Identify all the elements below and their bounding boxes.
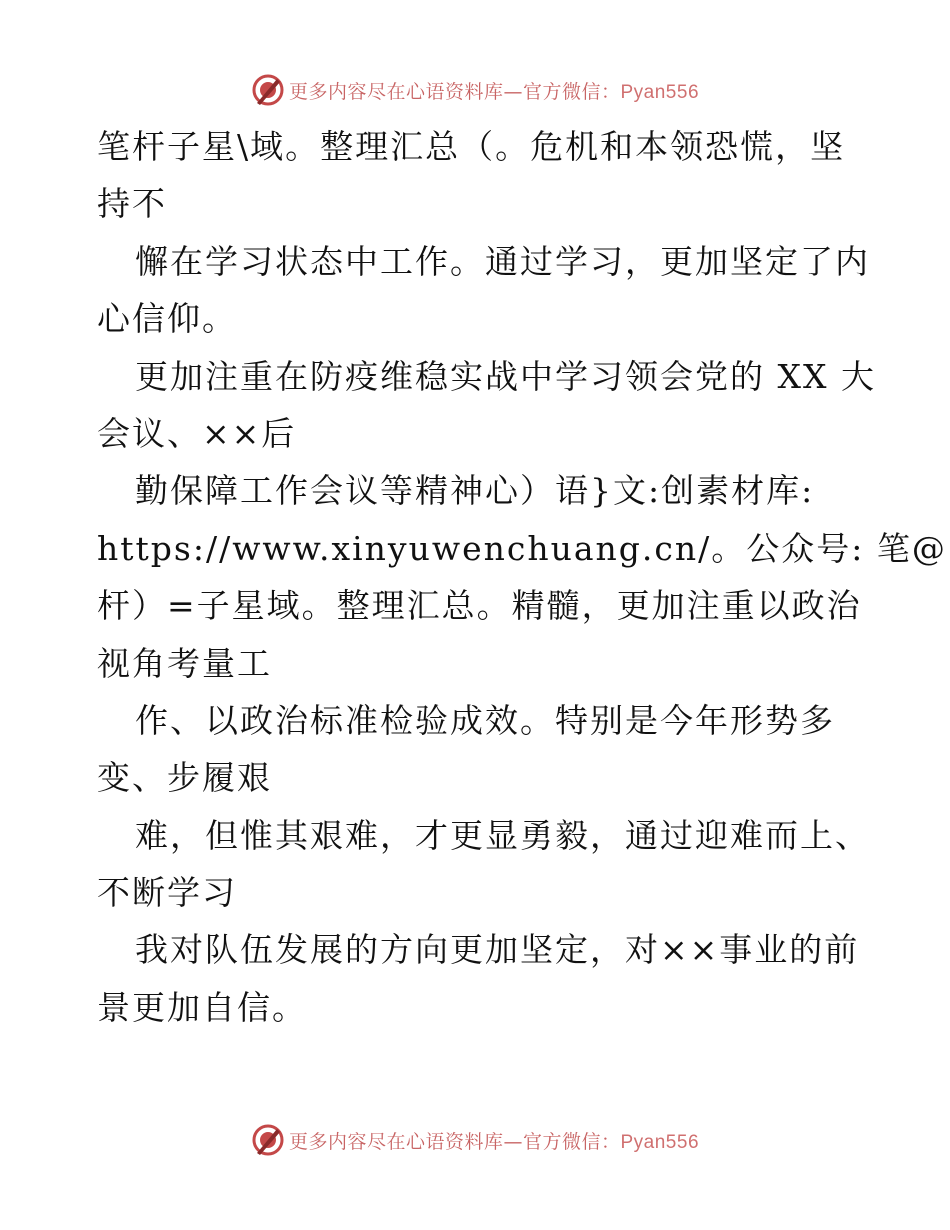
footer-text <box>289 1127 699 1154</box>
footer-contact-id: Pyan556 <box>620 1131 700 1153</box>
body-line: 视角考量工 <box>97 643 272 683</box>
header-brand: 更多内容尽在心语资料库 <box>288 80 504 103</box>
footer-contact-label: 官方微信： <box>522 1130 621 1153</box>
body-line: 会议、××后 <box>97 413 297 453</box>
body-line: 难，但惟其艰难，才更显勇毅，通过迎难而上、 <box>135 815 870 855</box>
body-line: 笔杆子星\域。整理汇总（。危机和本领恐慌，坚 <box>97 127 846 166</box>
header-contact-label: 官方微信： <box>522 80 621 103</box>
body-line: 变、步履艰 <box>97 758 272 798</box>
body-line: https://www.xinyuwenchuang.cn/。公众号: 笔@ <box>97 528 947 568</box>
body-line: 不断学习 <box>97 873 237 913</box>
body-line: 我对队伍发展的方向更加坚定，对××事业的前 <box>135 930 860 970</box>
body-line: 勤保障工作会议等精神心）语}文:创素材库: <box>135 471 815 511</box>
body-line: 更加注重在防疫维稳实战中学习领会党的 XX 大 <box>135 356 876 396</box>
footer-separator: — <box>503 1130 523 1153</box>
footer-banner <box>0 1120 950 1160</box>
header-separator: — <box>503 80 523 103</box>
body-line: 景更加自信。 <box>97 987 307 1027</box>
pen-logo-icon <box>251 1123 285 1157</box>
body-line: 持不 <box>97 184 167 224</box>
body-line: 作、以政治标准检验成效。特别是今年形势多 <box>135 700 835 740</box>
body-line: 心信仰。 <box>97 299 237 339</box>
footer-brand: 更多内容尽在心语资料库 <box>288 1130 504 1153</box>
body-line: 杆）=子星域。整理汇总。精髓，更加注重以政治 <box>97 586 862 626</box>
pen-logo-icon <box>251 73 285 107</box>
header-contact-id: Pyan556 <box>620 81 700 103</box>
header-text <box>289 77 699 104</box>
header-banner <box>0 70 950 110</box>
body-line: 懈在学习状态中工作。通过学习，更加坚定了内 <box>135 241 870 281</box>
document-body <box>97 118 947 1036</box>
